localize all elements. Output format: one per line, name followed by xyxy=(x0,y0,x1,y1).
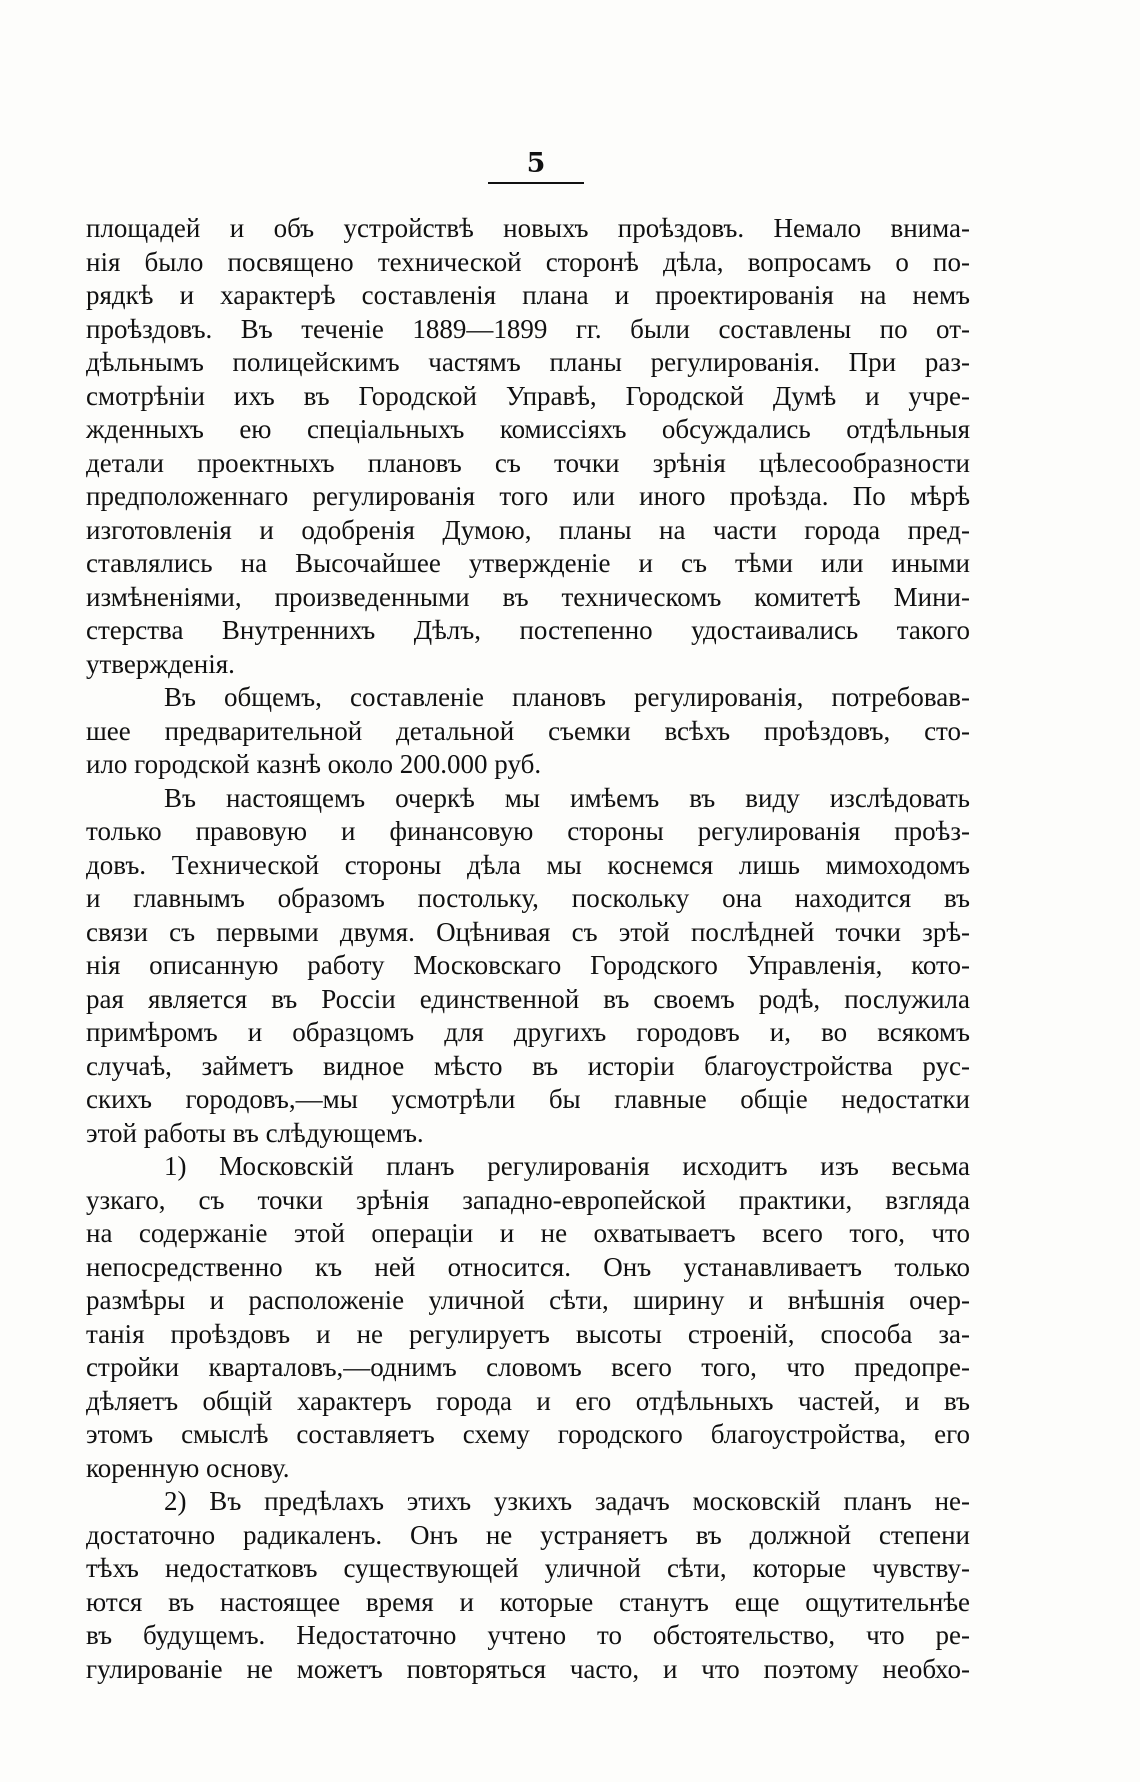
text-line: примѣромъ и образцомъ для другихъ городовъ и, во всякомъ xyxy=(86,1017,970,1047)
text-line: нія описанную работу Московскаго Городского Управленія, кото- xyxy=(86,950,970,980)
text-line: размѣры и расположеніе уличной сѣти, ширину и внѣшнія очер- xyxy=(86,1285,970,1315)
text-line: измѣненіями, произведенными въ техническомъ комитетѣ Мини- xyxy=(86,581,970,612)
paragraph-4 xyxy=(86,1150,970,1485)
text-line: Въ настоящемъ очеркѣ мы имѣемъ въ виду изслѣдовать xyxy=(164,782,970,813)
text-line: только правовую и финансовую стороны регулированія проѣз- xyxy=(86,816,970,846)
paragraph-1 xyxy=(86,212,970,681)
text-line: стерства Внутреннихъ Дѣлъ, постепенно удостаивались такого xyxy=(86,615,970,645)
text-line: рядкѣ и характерѣ составленія плана и проектированія на немъ xyxy=(86,280,970,310)
text-line: достаточно радикаленъ. Онъ не устраняетъ въ должной степени xyxy=(86,1519,970,1550)
text-line: площадей и объ устройствѣ новыхъ проѣздовъ. Немало внима- xyxy=(86,213,970,243)
text-line: скихъ городовъ,—мы усмотрѣли бы главные общіе недостатки xyxy=(86,1084,970,1114)
text-line: дѣляетъ общій характеръ города и его отдѣльныхъ частей, и въ xyxy=(86,1385,970,1416)
text-line: гулированіе не можетъ повторяться часто, и что поэтому необхо- xyxy=(86,1653,970,1684)
text-line: непосредственно къ ней относится. Онъ устанавливаетъ только xyxy=(86,1251,970,1282)
text-line: довъ. Технической стороны дѣла мы коснемся лишь мимоходомъ xyxy=(86,849,970,880)
text-line: изготовленія и одобренія Думою, планы на части города пред- xyxy=(86,514,970,545)
text-line: ставлялись на Высочайшее утвержденіе и съ тѣми или иными xyxy=(86,548,970,578)
text-line: шее предварительной детальной съемки всѣхъ проѣздовъ, сто- xyxy=(86,715,970,746)
text-line: 2) Въ предѣлахъ этихъ узкихъ задачъ московскій планъ не- xyxy=(164,1486,970,1516)
text-line: этой работы въ слѣдующемъ. xyxy=(86,1117,424,1148)
text-line: проѣздовъ. Въ теченіе 1889—1899 гг. были составлены по от- xyxy=(86,313,970,344)
text-line: стройки кварталовъ,—однимъ словомъ всего того, что предопре- xyxy=(86,1352,970,1382)
text-line: связи съ первыми двумя. Оцѣнивая съ этой послѣдней точки зрѣ- xyxy=(86,916,970,947)
text-line: жденныхъ ею спеціальныхъ комиссіяхъ обсуждались отдѣльныя xyxy=(86,414,970,444)
text-line: на содержаніе этой операціи и не охватываетъ всего того, что xyxy=(86,1218,970,1248)
text-line: и главнымъ образомъ постольку, поскольку она находится въ xyxy=(86,883,970,913)
text-line: коренную основу. xyxy=(86,1452,290,1483)
body-text xyxy=(86,212,970,1686)
text-line: танія проѣздовъ и не регулируетъ высоты строеній, способа за- xyxy=(86,1318,970,1349)
paragraph-3 xyxy=(86,782,970,1151)
text-line: въ будущемъ. Недостаточно учтено то обстоятельство, что ре- xyxy=(86,1620,970,1650)
text-line: дѣльнымъ полицейскимъ частямъ планы регулированія. При раз- xyxy=(86,347,970,377)
text-line: этомъ смыслѣ составляетъ схему городского благоустройства, его xyxy=(86,1419,970,1449)
page-number-rule xyxy=(488,182,584,184)
text-line: рая является въ Россіи единственной въ своемъ родѣ, послужила xyxy=(86,983,970,1014)
text-line: предположеннаго регулированія того или иного проѣзда. По мѣрѣ xyxy=(86,481,970,511)
text-line: Въ общемъ, составленіе плановъ регулированія, потребовав- xyxy=(164,682,970,712)
text-line: нія было посвящено технической сторонѣ дѣла, вопросамъ о по- xyxy=(86,246,970,277)
paragraph-5 xyxy=(86,1485,970,1686)
text-line: смотрѣніи ихъ въ Городской Управѣ, Городской Думѣ и учре- xyxy=(86,380,970,411)
text-line: случаѣ, займетъ видное мѣсто въ исторіи благоустройства рус- xyxy=(86,1050,970,1081)
paragraph-2 xyxy=(86,681,970,782)
text-line: 1) Московскій планъ регулированія исходитъ изъ весьма xyxy=(164,1151,970,1181)
text-line: ило городской казнѣ около 200.000 руб. xyxy=(86,749,542,779)
text-line: утвержденія. xyxy=(86,648,235,679)
text-line: ются въ настоящее время и которые станутъ еще ощутительнѣе xyxy=(86,1586,970,1617)
page-number: 5 xyxy=(526,148,546,179)
text-line: детали проектныхъ плановъ съ точки зрѣнія цѣлесообразности xyxy=(86,447,970,478)
text-line: тѣхъ недостатковъ существующей уличной сѣти, которые чувству- xyxy=(86,1553,970,1583)
text-line: узкаго, съ точки зрѣнія западно-европейской практики, взгляда xyxy=(86,1184,970,1215)
